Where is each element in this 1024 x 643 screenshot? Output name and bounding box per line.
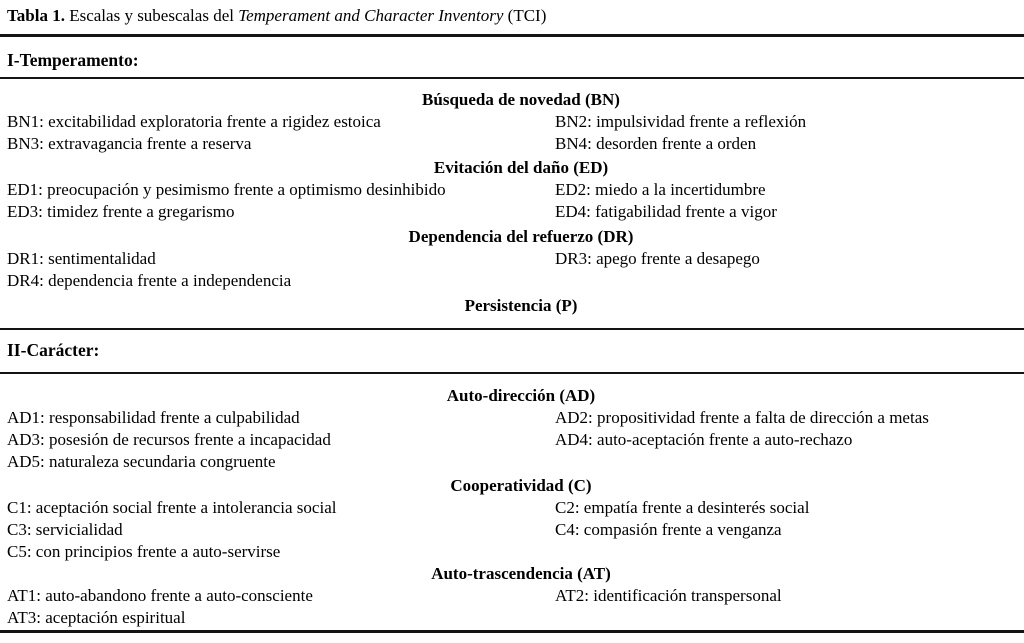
subscale-bn4: BN4: desorden frente a orden [555, 134, 757, 153]
subscale-ed4: ED4: fatigabilidad frente a vigor [555, 202, 777, 221]
table-caption-instrument: Temperament and Character Inventory [238, 6, 504, 25]
subscale-ad4: AD4: auto-aceptación frente a auto-rechazo [555, 430, 853, 449]
scale-header-c: Cooperatividad (C) [450, 476, 592, 495]
section-heading-temperamento: I-Temperamento: [7, 50, 139, 70]
scale-header-ed: Evitación del daño (ED) [433, 158, 609, 177]
subscale-row [0, 451, 1024, 473]
subscale-row [0, 179, 1024, 201]
subscale-empty [555, 541, 1016, 563]
subscale-ed2: ED2: miedo a la incertidumbre [555, 180, 766, 199]
subscale-row [0, 497, 1024, 519]
scale-header-p: Persistencia (P) [464, 296, 578, 315]
subscale-c3: C3: servicialidad [7, 520, 123, 539]
subscale-ad2: AD2: propositividad frente a falta de dirección a metas [555, 408, 929, 427]
scale-header-dr: Dependencia del refuerzo (DR) [408, 227, 634, 246]
table-caption-text: Escalas y subescalas del [69, 6, 234, 25]
subscale-dr1: DR1: sentimentalidad [7, 249, 156, 268]
subscale-ed1: ED1: preocupación y pesimismo frente a optimismo desinhibido [7, 180, 446, 199]
rule-top [0, 34, 1024, 37]
subscale-row [0, 519, 1024, 541]
scale-header-bn: Búsqueda de novedad (BN) [422, 90, 620, 109]
subscale-bn3: BN3: extravagancia frente a reserva [7, 134, 252, 153]
subscale-row [0, 133, 1024, 155]
table-caption-suffix: (TCI) [507, 6, 547, 25]
subscale-ed3: ED3: timidez frente a gregarismo [7, 202, 235, 221]
subscale-row [0, 429, 1024, 451]
rule-before-caracter [0, 328, 1024, 330]
subscale-row [0, 111, 1024, 133]
subscale-ad1: AD1: responsabilidad frente a culpabilidad [7, 408, 300, 427]
subscale-dr3: DR3: apego frente a desapego [555, 249, 760, 268]
subscale-row [0, 407, 1024, 429]
subscale-ad5: AD5: naturaleza secundaria congruente [7, 452, 276, 471]
section-caracter [0, 374, 1024, 629]
subscale-empty [555, 607, 1016, 629]
subscale-c4: C4: compasión frente a venganza [555, 520, 782, 539]
subscale-at3: AT3: aceptación espiritual [7, 608, 186, 627]
subscale-empty [555, 270, 1016, 292]
subscale-at1: AT1: auto-abandono frente a auto-consciente [7, 586, 313, 605]
scale-header-ad: Auto-dirección (AD) [446, 386, 596, 405]
subscale-ad3: AD3: posesión de recursos frente a incapacidad [7, 430, 331, 449]
subscale-c5: C5: con principios frente a auto-servirse [7, 542, 281, 561]
subscale-c1: C1: aceptación social frente a intolerancia social [7, 498, 337, 517]
subscale-empty [555, 451, 1016, 473]
table-caption-number: Tabla 1. [7, 6, 65, 25]
subscale-row [0, 541, 1024, 563]
subscale-row [0, 248, 1024, 270]
subscale-bn1: BN1: excitabilidad exploratoria frente a rigidez estoica [7, 112, 381, 131]
subscale-bn2: BN2: impulsividad frente a reflexión [555, 112, 807, 131]
table-caption [0, 0, 1024, 27]
subscale-at2: AT2: identificación transpersonal [555, 586, 782, 605]
subscale-c2: C2: empatía frente a desinterés social [555, 498, 810, 517]
subscale-dr4: DR4: dependencia frente a independencia [7, 271, 292, 290]
subscale-row [0, 585, 1024, 607]
section-heading-caracter: II-Carácter: [7, 340, 100, 360]
rule-bottom [0, 630, 1024, 633]
scale-header-at: Auto-trascendencia (AT) [431, 564, 611, 583]
subscale-row [0, 607, 1024, 629]
subscale-row [0, 270, 1024, 292]
subscale-row [0, 201, 1024, 223]
section-temperamento [0, 79, 1024, 317]
